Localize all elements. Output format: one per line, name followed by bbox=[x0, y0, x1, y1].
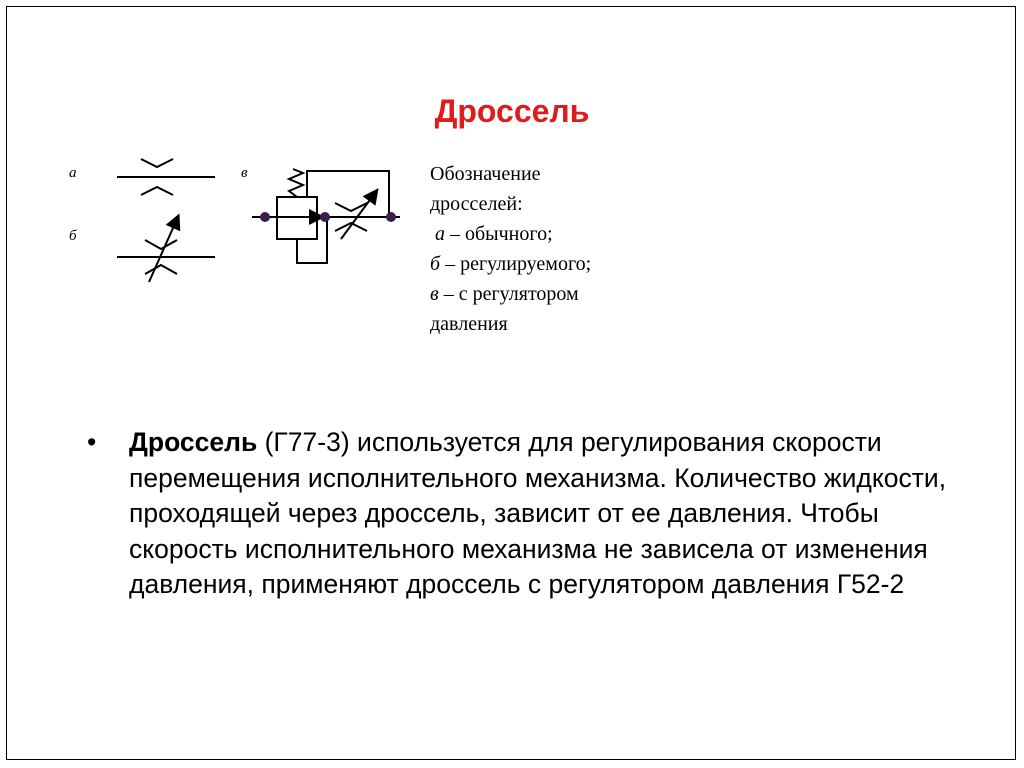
node-left bbox=[260, 212, 270, 222]
legend-item-v bbox=[430, 279, 690, 309]
legend-line-2: дросселей: bbox=[430, 193, 523, 215]
bullet-term: Дроссель bbox=[129, 427, 258, 457]
legend-item-a bbox=[430, 219, 690, 249]
legend-item-b-text: – регулируемого; bbox=[440, 253, 592, 275]
label-b: б bbox=[69, 228, 77, 244]
slide-frame bbox=[6, 6, 1016, 760]
slide-title: Дроссель bbox=[434, 93, 590, 129]
legend-item-a-text: – обычного; bbox=[445, 223, 553, 245]
label-a: а bbox=[69, 165, 77, 181]
legend-line-1: Обозначение bbox=[430, 163, 541, 185]
node-right bbox=[386, 212, 396, 222]
body-paragraph bbox=[87, 425, 947, 603]
legend-item-b-letter: б bbox=[430, 253, 441, 275]
label-v: в bbox=[241, 165, 248, 181]
node-middle bbox=[320, 212, 330, 222]
bullet-description: (Г77-3) используется для регулирования скорости перемещения исполнительного механизма. Количество жидкости, проходящей через дроссель, зависит от ее давления. Чтобы скорость исполнительного механизма не зависела от изменения давления, применяют дроссель с регулятором давления Г52-2 bbox=[129, 427, 947, 599]
legend-item-b bbox=[430, 249, 690, 279]
legend-item-v-text: – с регулятором bbox=[438, 283, 579, 305]
throttle-symbol-ordinary bbox=[117, 159, 215, 195]
bullet-text bbox=[129, 425, 947, 603]
throttle-symbols-diagram bbox=[7, 7, 427, 307]
legend-item-a-letter: а bbox=[435, 223, 445, 245]
legend-item-v-letter: в bbox=[430, 283, 439, 305]
legend-line-last: давления bbox=[430, 313, 508, 335]
bullet-marker: • bbox=[87, 427, 97, 457]
throttle-symbol-adjustable bbox=[117, 219, 215, 282]
symbols-legend bbox=[430, 159, 690, 339]
